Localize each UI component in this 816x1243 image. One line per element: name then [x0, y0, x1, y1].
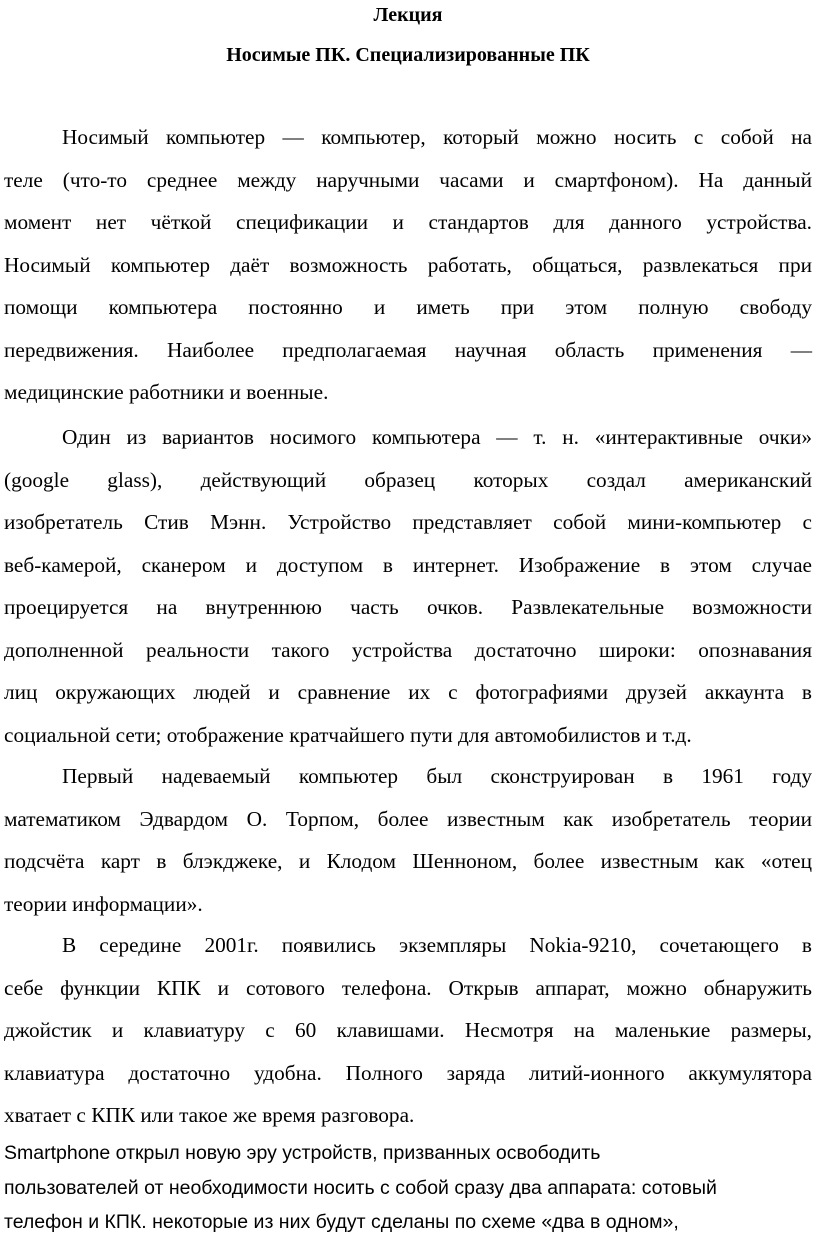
text-line: момент нет чёткой спецификации и стандартов для данного устройства.	[4, 210, 812, 234]
text-line: В середине 2001г. появились экземпляры Nokia-9210, сочетающего в	[62, 933, 812, 957]
text-line: медицинские работники и военные.	[4, 380, 329, 404]
text-line: Один из вариантов носимого компьютера — т. н. «интерактивные очки»	[62, 425, 812, 449]
text-line: клавиатура достаточно удобна. Полного заряда литий-ионного аккумулятора	[4, 1060, 812, 1085]
text-line: себе функции КПК и сотового телефона. Открыв аппарат, можно обнаружить	[4, 975, 812, 1000]
text-line: теории информации».	[4, 891, 203, 916]
text-line: передвижения. Наиболее предполагаемая научная область применения —	[4, 337, 812, 362]
text-line: дополненной реальности такого устройства достаточно широки: опознавания	[4, 637, 812, 662]
text-line: лиц окружающих людей и сравнение их с фотографиями друзей аккаунта в	[4, 680, 812, 704]
text-line: помощи компьютера постоянно и иметь при этом полную свободу	[4, 295, 812, 319]
paragraph-google-glass	[4, 416, 812, 756]
text-line: изобретатель Стив Мэнн. Устройство представляет собой мини-компьютер с	[4, 510, 812, 534]
text-line: Носимый компьютер даёт возможность работать, общаться, развлекаться при	[4, 252, 812, 277]
text-line: социальной сети; отображение кратчайшего пути для автомобилистов и т.д.	[4, 722, 692, 747]
text-line: пользователей от необходимости носить с собой сразу два аппарата: сотовый	[4, 1176, 717, 1199]
text-line: подсчёта карт в блэкджеке, и Клодом Шенноном, более известным как «отец	[4, 849, 812, 873]
paragraph-smartphone	[4, 1136, 812, 1240]
text-line: теле (что-то среднее между наручными часами и смартфоном). На данный	[4, 167, 812, 192]
text-line: математиком Эдвардом О. Торпом, более известным как изобретатель теории	[4, 806, 812, 831]
text-line: веб-камерой, сканером и доступом в интернет. Изображение в этом случае	[4, 552, 812, 577]
text-line: (google glass), действующий образец которых создал американский	[4, 467, 812, 492]
text-line: хватает с КПК или такое же время разговора.	[4, 1103, 415, 1127]
text-line: Носимый компьютер — компьютер, который можно носить с собой на	[62, 125, 812, 149]
text-line: проецируется на внутреннюю часть очков. Развлекательные возможности	[4, 595, 812, 619]
paragraph-wearable-definition	[4, 116, 812, 414]
text-line: Первый надеваемый компьютер был сконструирован в 1961 году	[62, 764, 812, 788]
text-line: Smartphone открыл новую эру устройств, призванных освободить	[4, 1142, 601, 1164]
document-title: Лекция	[373, 4, 443, 26]
text-line: джойстик и клавиатуру с 60 клавишами. Несмотря на маленькие размеры,	[4, 1018, 812, 1042]
document-subtitle: Носимые ПК. Специализированные ПК	[226, 44, 590, 66]
text-line: телефон и КПК. некоторые из них будут сделаны по схеме «два в одном»,	[4, 1211, 679, 1233]
paragraph-first-wearable	[4, 755, 812, 925]
paragraph-nokia-9210	[4, 924, 812, 1137]
